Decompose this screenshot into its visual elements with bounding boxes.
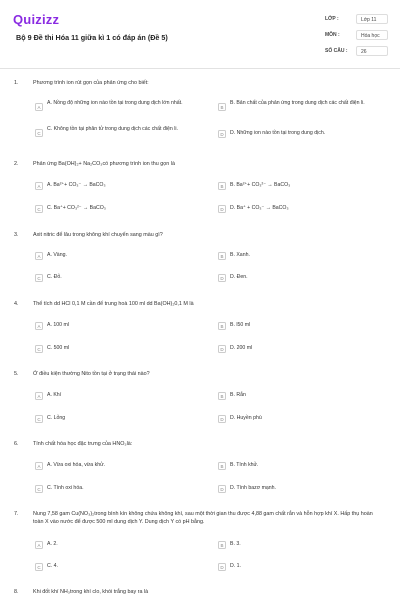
option-d[interactable]: [218, 415, 262, 423]
option-letter-badge: B: [218, 252, 226, 260]
option-d[interactable]: [218, 485, 276, 493]
option-a[interactable]: [35, 322, 69, 330]
option-letter-badge: B: [218, 182, 226, 190]
option-letter-badge: D: [218, 274, 226, 282]
option-b[interactable]: [218, 322, 250, 330]
option-letter-badge: D: [218, 345, 226, 353]
option-letter-badge: B: [218, 541, 226, 549]
option-letter-badge: B: [218, 322, 226, 330]
option-text: C. 500 ml: [47, 345, 70, 351]
option-letter-badge: C: [35, 205, 43, 213]
option-letter-badge: D: [218, 130, 226, 138]
question-text: Nung 7,58 gam Cu(NO₃)₂trong bình kín không chứa không khí, sau một thời gian thu được 4,88 gam chất rắn và hỗn hợp khí X. Hấp thụ hoàn toàn X vào nước để được 500 ml dung dịch Y. Dung dịch Y có pH bằng.: [33, 511, 373, 525]
subject-value: Hóa học: [356, 30, 388, 40]
question-number: 7.: [14, 511, 19, 517]
option-b[interactable]: [218, 392, 246, 400]
question-count-value: 26: [356, 46, 388, 56]
option-b[interactable]: [218, 541, 241, 549]
question-text: Tính chất hóa học đặc trưng của HNO₃là:: [33, 441, 133, 447]
option-letter-badge: C: [35, 345, 43, 353]
option-c[interactable]: [35, 205, 106, 213]
option-b[interactable]: [218, 462, 258, 470]
option-a[interactable]: [35, 462, 105, 470]
subject-label: MÔN :: [325, 32, 340, 38]
option-text: C. Lỏng: [47, 415, 66, 421]
option-letter-badge: C: [35, 485, 43, 493]
option-text: A. 2.: [47, 541, 58, 547]
question-number: 1.: [14, 80, 19, 86]
option-letter-badge: A: [35, 252, 43, 260]
option-text: A. Vừa oxi hóa, vừa khử.: [47, 462, 105, 468]
option-text: D. Tính bazơ mạnh.: [230, 485, 276, 491]
option-letter-badge: A: [35, 322, 43, 330]
option-letter-badge: B: [218, 462, 226, 470]
quizizz-logo: Quizizz: [13, 12, 60, 27]
option-text: C. Đỏ.: [47, 274, 62, 280]
option-text: A. Khí: [47, 392, 62, 398]
option-letter-badge: A: [35, 182, 43, 190]
option-c[interactable]: [35, 563, 58, 571]
option-text: D. 200 ml: [230, 345, 253, 351]
question-number: 8.: [14, 589, 19, 595]
option-letter-badge: A: [35, 462, 43, 470]
option-text: C. Tính oxi hóa.: [47, 485, 84, 491]
option-text: B. l50 ml: [230, 322, 251, 328]
option-letter-badge: B: [218, 103, 226, 111]
option-letter-badge: D: [218, 415, 226, 423]
option-text: A. Nồng độ những ion nào tồn tại trong dung dịch lớn nhất.: [47, 100, 183, 106]
question-text: Khi đốt khí NH₃trong khí clo, khói trắng bay ra là: [33, 589, 149, 595]
option-text: D. Huyền phù: [230, 415, 262, 421]
option-c[interactable]: [35, 415, 65, 423]
question-number: 6.: [14, 441, 19, 447]
option-text: D. Đen.: [230, 274, 248, 280]
option-letter-badge: C: [35, 415, 43, 423]
question-number: 2.: [14, 161, 19, 167]
option-letter-badge: D: [218, 563, 226, 571]
question-count-label: SỐ CÂU :: [325, 48, 348, 54]
option-letter-badge: A: [35, 103, 43, 111]
option-letter-badge: D: [218, 205, 226, 213]
question-text: Thể tích dd HCl 0,1 M cần để trung hoà 100 ml dd Ba(OH)₂0,1 M là: [33, 301, 194, 307]
option-text: C. 4.: [47, 563, 58, 569]
option-text: A. 100 ml: [47, 322, 69, 328]
option-a[interactable]: [35, 541, 58, 549]
question-number: 3.: [14, 232, 19, 238]
option-a[interactable]: [35, 252, 67, 260]
option-a[interactable]: [35, 392, 61, 400]
option-d[interactable]: [218, 130, 388, 138]
option-text: D. 1.: [230, 563, 241, 569]
option-text: A. Ba²⁺+ CO₃⁻ → BaCO₃: [47, 182, 106, 188]
question-text: Phản ứng Ba(OH)₂+ Na₂CO₃có phương trình ion thu gọn là: [33, 161, 175, 167]
option-text: D. Ba⁺ + CO₃⁻ → BaCO₃: [230, 205, 289, 211]
question-text: Ở điều kiện thường Nito tồn tại ở trạng thái nào?: [33, 371, 150, 377]
grade-value: Lớp 11: [356, 14, 388, 24]
option-letter-badge: D: [218, 485, 226, 493]
option-d[interactable]: [218, 205, 289, 213]
option-text: B. Tính khử.: [230, 462, 259, 468]
header-divider: [0, 68, 400, 69]
option-text: B. Xanh.: [230, 252, 250, 258]
option-text: B. Bản chất của phản ứng trong dung dịch các chất điện li.: [230, 100, 365, 106]
option-letter-badge: C: [35, 274, 43, 282]
grade-label: LỚP :: [325, 16, 339, 22]
option-d[interactable]: [218, 274, 248, 282]
option-c[interactable]: [35, 126, 185, 137]
question-text: Phương trình ion rút gọn của phản ứng cho biết:: [33, 80, 149, 86]
option-letter-badge: A: [35, 392, 43, 400]
option-b[interactable]: [218, 100, 388, 111]
option-text: B. Rắn: [230, 392, 246, 398]
option-d[interactable]: [218, 345, 252, 353]
option-c[interactable]: [35, 345, 69, 353]
option-letter-badge: A: [35, 541, 43, 549]
option-text: B. 3.: [230, 541, 241, 547]
option-a[interactable]: [35, 100, 185, 111]
option-text: C. Không tồn tại phân tử trong dung dịch các chất điện li.: [47, 126, 178, 132]
option-d[interactable]: [218, 563, 241, 571]
question-text: Axit nitric để lâu trong không khí chuyển sang màu gì?: [33, 232, 163, 238]
option-text: C. Ba⁺+ CO₃²⁻ → BaCO₃: [47, 205, 106, 211]
option-b[interactable]: [218, 182, 290, 190]
option-b[interactable]: [218, 252, 250, 260]
option-text: A. Vàng.: [47, 252, 67, 258]
option-letter-badge: C: [35, 563, 43, 571]
option-letter-badge: C: [35, 129, 43, 137]
question-number: 4.: [14, 301, 19, 307]
option-text: D. Những ion nào tồn tại trong dung dịch.: [230, 130, 326, 136]
option-c[interactable]: [35, 485, 84, 493]
option-a[interactable]: [35, 182, 106, 190]
option-text: B. Ba²⁺+ CO₃²⁻ → BaCO₃: [230, 182, 291, 188]
option-c[interactable]: [35, 274, 62, 282]
document-title: Bộ 9 Đề thi Hóa 11 giữa kì 1 có đáp án (Đề 5): [16, 33, 168, 42]
question-number: 5.: [14, 371, 19, 377]
option-letter-badge: B: [218, 392, 226, 400]
